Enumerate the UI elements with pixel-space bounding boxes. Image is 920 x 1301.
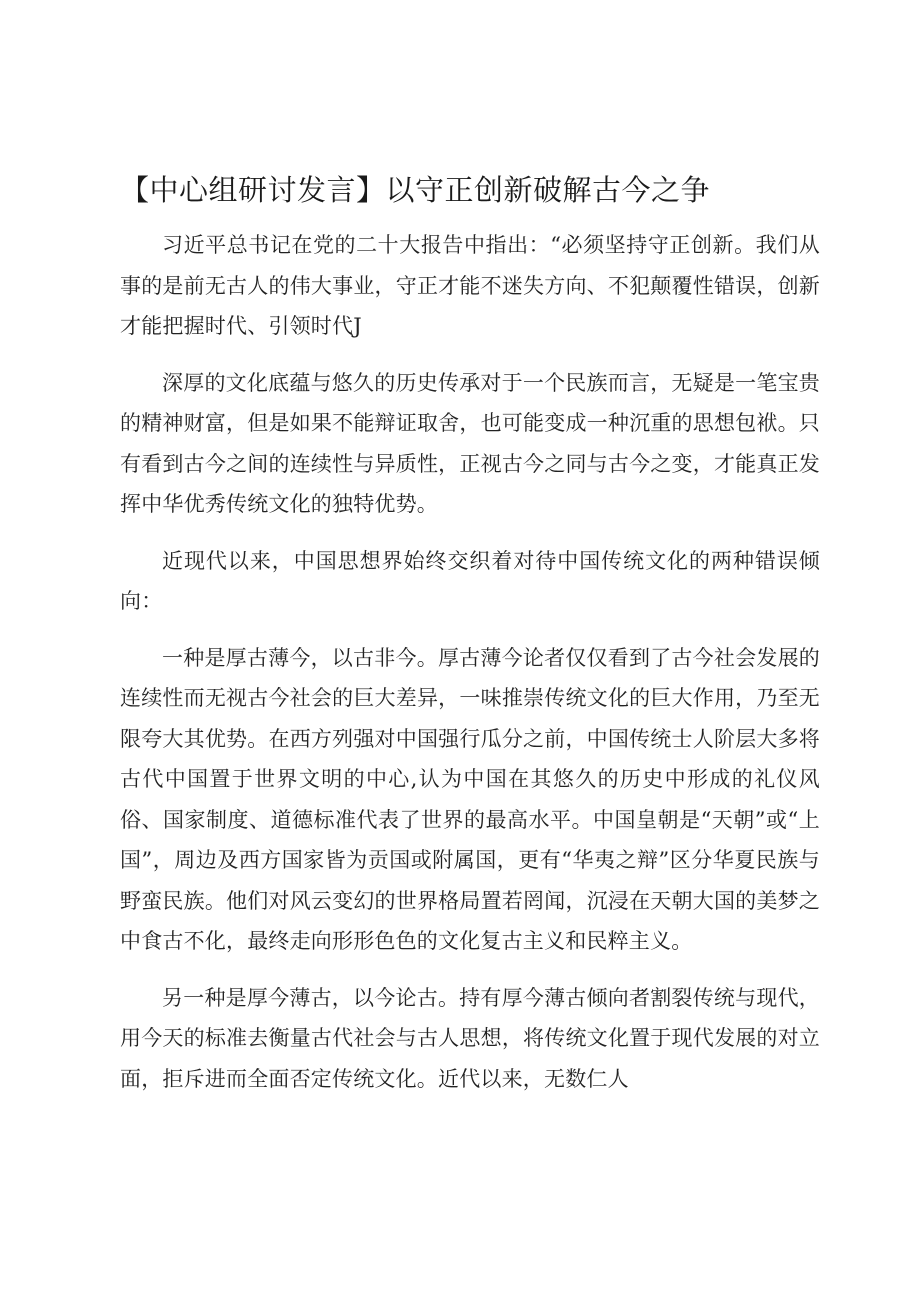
paragraph: 深厚的文化底蕴与悠久的历史传承对于一个民族而言，无疑是一笔宝贵的精神财富，但是如果不能辩证取舍，也可能变成一种沉重的思想包袱。只有看到古今之间的连续性与异质性，正视古今之同与古今之变，才能真正发挥中华优秀传统文化的独特优势。 bbox=[120, 370, 820, 516]
paragraph: 近现代以来，中国思想界始终交织着对待中国传统文化的两种错误倾向： bbox=[120, 548, 820, 613]
paragraph: 另一种是厚今薄古，以今论古。持有厚今薄古倾向者割裂传统与现代，用今天的标准去衡量古代社会与古人思想，将传统文化置于现代发展的对立面，拒斥进而全面否定传统文化。近代以来，无数仁人 bbox=[120, 985, 820, 1091]
document-body bbox=[120, 225, 820, 1115]
paragraph: 习近平总书记在党的二十大报告中指出：“必须坚持守正创新。我们从事的是前无古人的伟大事业，守正才能不迷失方向、不犯颠覆性错误，创新才能把握时代、引领时代J bbox=[120, 233, 820, 338]
document-title: 【中心组研讨发言】以守正创新破解古今之争 bbox=[120, 173, 711, 207]
paragraph: 一种是厚古薄今，以古非今。厚古薄今论者仅仅看到了古今社会发展的连续性而无视古今社会的巨大差异，一味推崇传统文化的巨大作用，乃至无限夸大其优势。在西方列强对中国强行瓜分之前，中国传统士人阶层大多将古代中国置于世界文明的中心,认为中国在其悠久的历史中形成的礼仪风俗、国家制度、道德标准代表了世界的最高水平。中国皇朝是“天朝”或“上国”，周边及西方国家皆为贡国或附属国，更有“华夷之辩”区分华夏民族与野蛮民族。他们对风云变幻的世界格局置若罔闻，沉浸在天朝大国的美梦之中食古不化，最终走向形形色色的文化复古主义和民粹主义。 bbox=[120, 645, 820, 953]
